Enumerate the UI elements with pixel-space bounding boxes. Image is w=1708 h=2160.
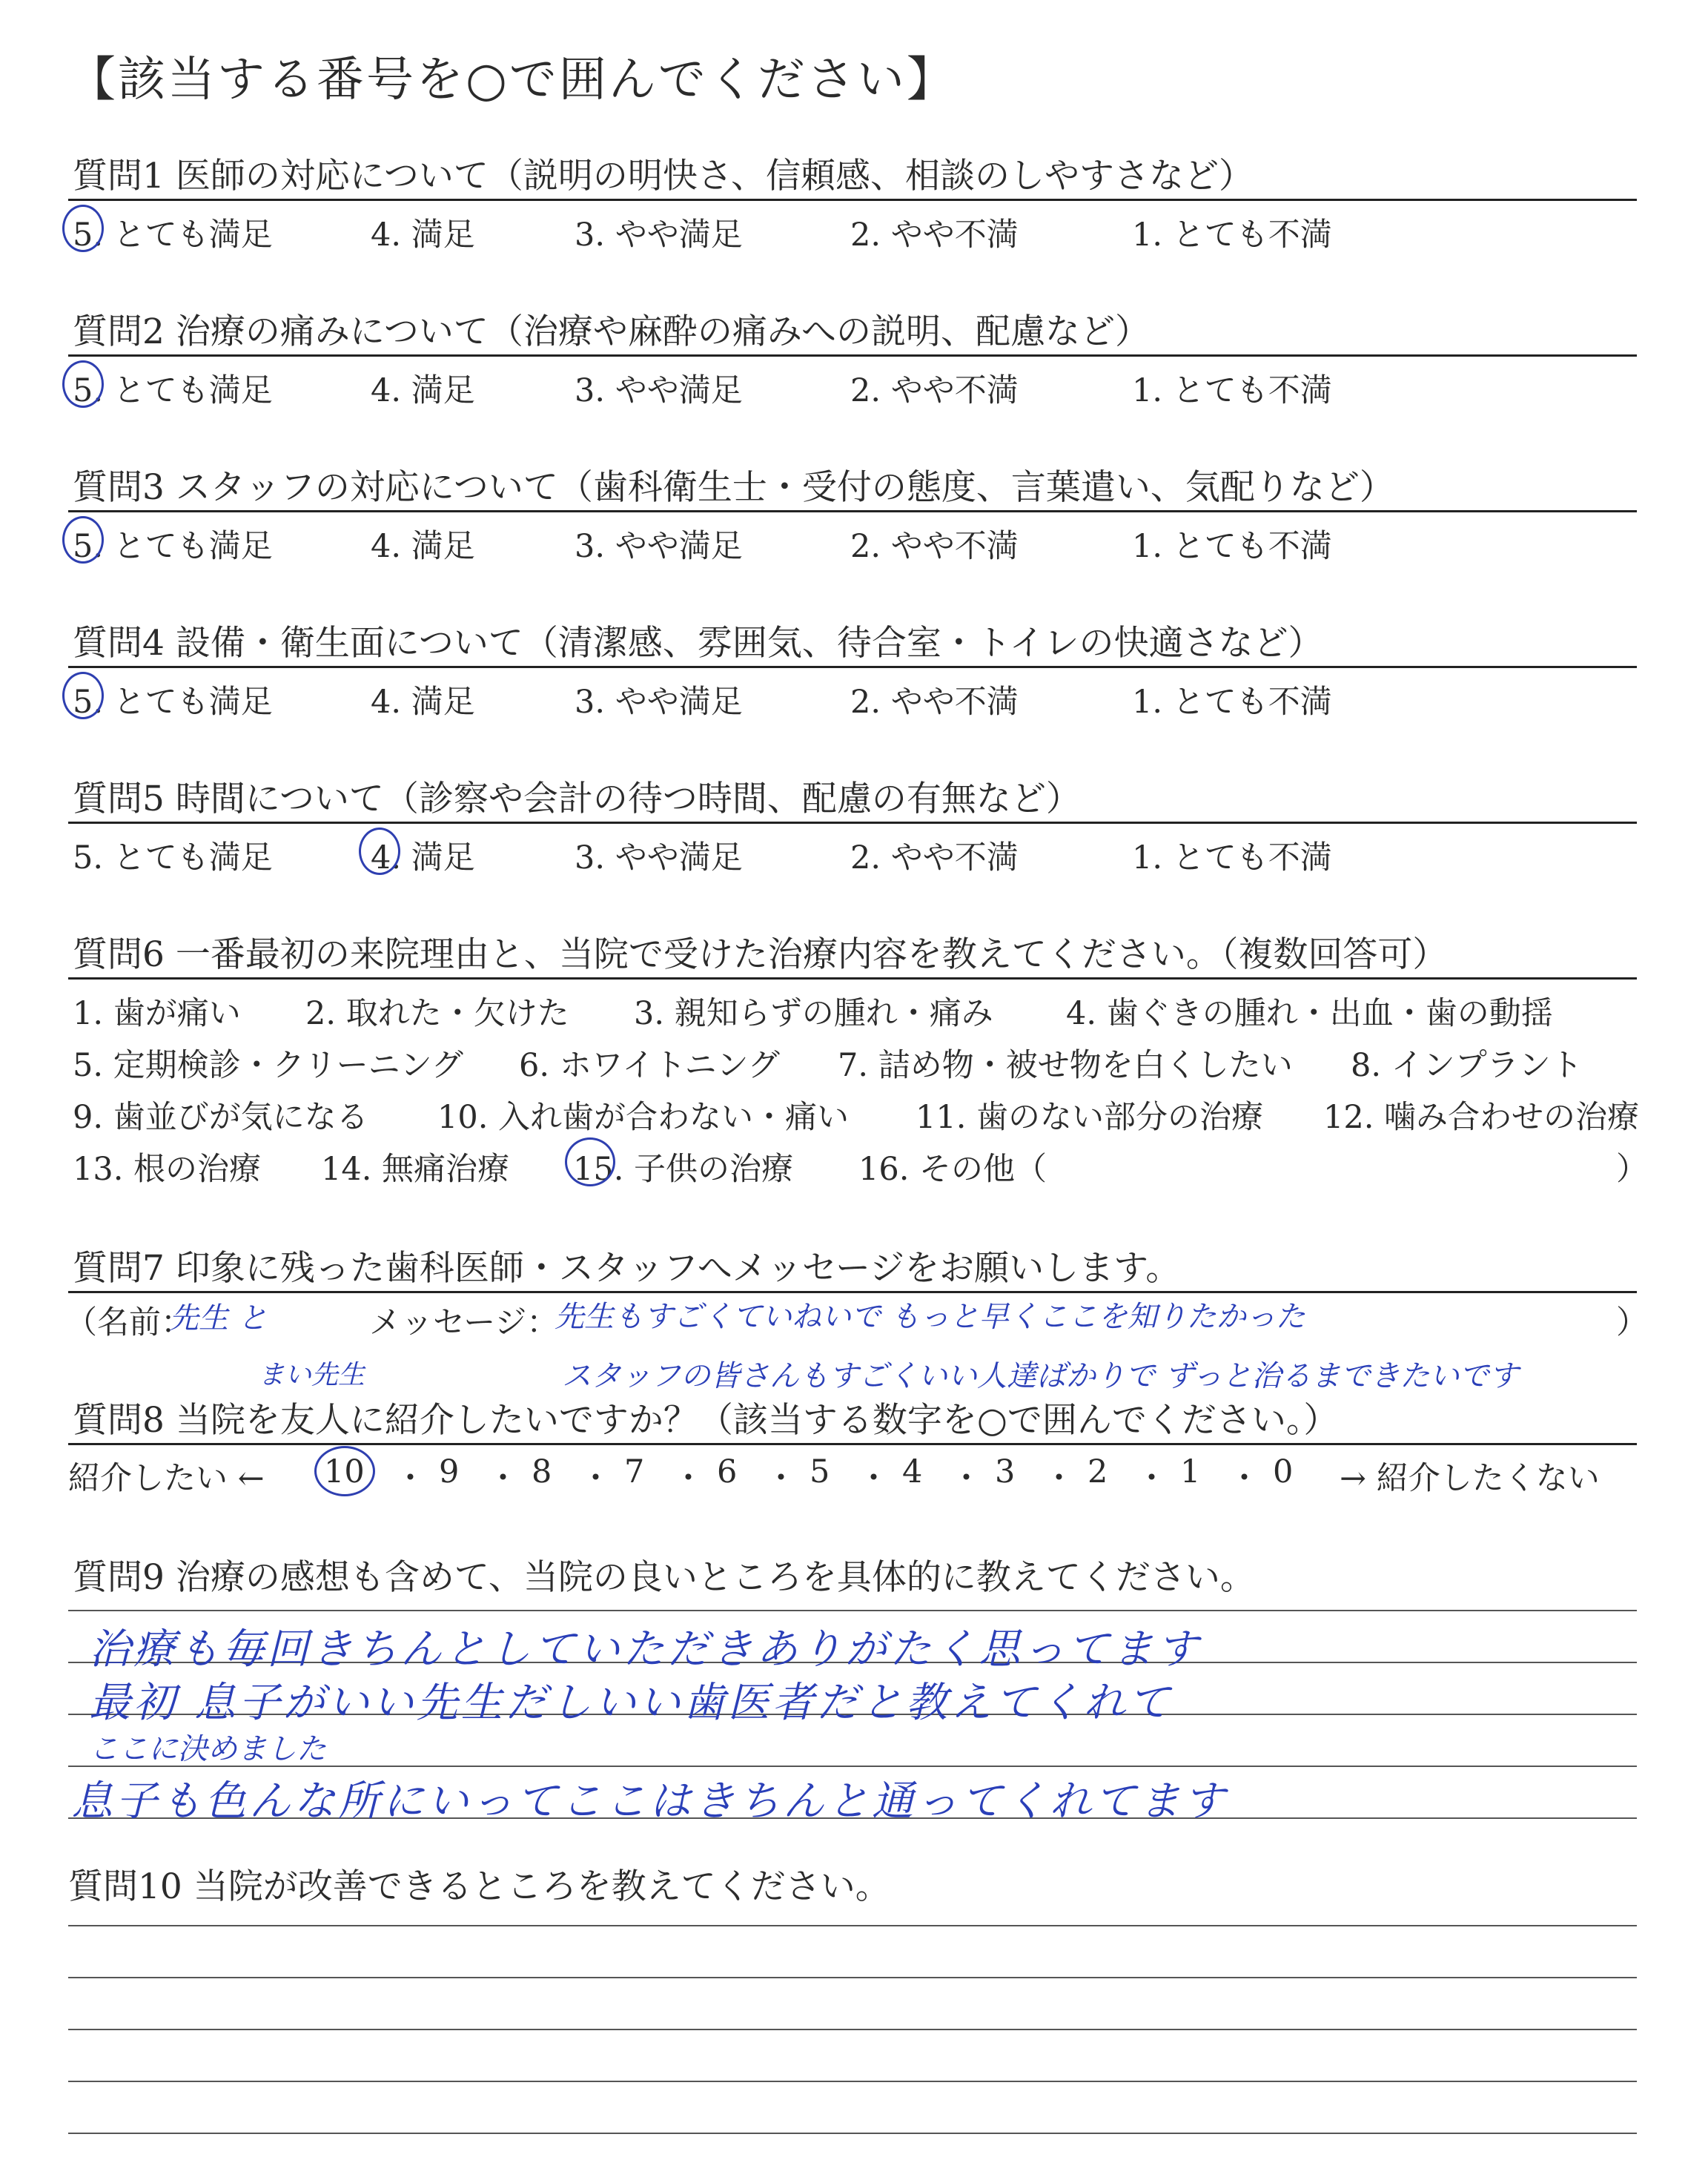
q2-selection-circle [62,360,104,408]
q10-answer-rule [68,1925,1637,1926]
q8-scale-dot: ・ [765,1460,797,1497]
q4-option-3[interactable]: 3. やや満足 [575,684,743,721]
q6-title: 質問6 一番最初の来院理由と、当院で受けた治療内容を教えてください。（複数回答可） [73,934,1448,975]
q9-answer-line-2: 最初 息子がいい先生だしいい歯医者だと教えてくれて [89,1679,1173,1727]
q9-answer-line-1: 治療も毎回きちんとしていただきありがたく思ってます [89,1625,1201,1674]
q7-message-label: メッセージ： [369,1304,559,1341]
q1-option-3[interactable]: 3. やや満足 [575,217,743,254]
q1-option-4[interactable]: 4. 満足 [371,217,475,254]
q8-selection-circle [314,1446,375,1496]
q8-scale-9[interactable]: 9 [439,1453,460,1490]
q8-scale-dot: ・ [580,1460,612,1497]
q5-option-5[interactable]: 5. とても満足 [73,839,273,876]
q8-scale-dot: ・ [1136,1460,1168,1497]
q4-option-4[interactable]: 4. 満足 [371,684,475,721]
q6-option-12[interactable]: 12. 噛み合わせの治療 [1323,1099,1640,1136]
q8-scale-dot: ・ [858,1460,890,1497]
q4-title: 質問4 設備・衛生面について（清潔感、雰囲気、待合室・トイレの快適さなど） [73,623,1323,664]
q2-option-4[interactable]: 4. 満足 [371,372,475,409]
q6-option-8[interactable]: 8. インプラント [1351,1047,1583,1084]
q7-name-label: （名前： [65,1304,193,1341]
q10-answer-rule [68,1977,1637,1978]
q10-answer-rule [68,2081,1637,2082]
q8-scale-6[interactable]: 6 [717,1453,738,1490]
q10-answer-rule [68,2133,1637,2134]
q8-scale-3[interactable]: 3 [995,1453,1016,1490]
q6-option-1[interactable]: 1. 歯が痛い [73,995,241,1032]
q4-option-2[interactable]: 2. やや不満 [850,684,1019,721]
q6-option-9[interactable]: 9. 歯並びが気になる [73,1099,368,1136]
q8-scale-dot: ・ [1043,1460,1075,1497]
q6-option-15[interactable]: 15. 子供の治療 [573,1151,794,1188]
q6-option-2[interactable]: 2. 取れた・欠けた [305,995,569,1032]
q2-rule [68,354,1637,357]
q5-option-4[interactable]: 4. 満足 [371,839,475,876]
q1-option-1[interactable]: 1. とても不満 [1132,217,1332,254]
q6-option-4[interactable]: 4. 歯ぐきの腫れ・出血・歯の動揺 [1066,995,1553,1032]
q8-scale-dot: ・ [487,1460,519,1497]
q3-title: 質問3 スタッフの対応について（歯科衛生士・受付の態度、言葉遣い、気配りなど） [73,467,1394,508]
q2-option-2[interactable]: 2. やや不満 [850,372,1019,409]
q8-left-label: 紹介したい ← [68,1460,265,1497]
q5-title: 質問5 時間について（診察や会計の待つ時間、配慮の有無など） [73,779,1081,819]
q8-scale-dot: ・ [1228,1460,1260,1497]
q8-title: 質問8 当院を友人に紹介したいですか？（該当する数字を○で囲んでください。） [73,1400,1339,1441]
q3-rule [68,510,1637,512]
q3-option-5[interactable]: 5. とても満足 [73,528,273,565]
q7-close-paren: ） [1616,1304,1648,1341]
q6-rule [68,977,1637,980]
q7-handwritten-message-2: スタッフの皆さんもすごくいい人達ばかりで ずっと治るまできたいです [562,1359,1519,1393]
q9-answer-line-3: ここに決めました [89,1732,326,1766]
q3-selection-circle [62,516,104,564]
q8-scale-2[interactable]: 2 [1088,1453,1108,1490]
q3-option-3[interactable]: 3. やや満足 [575,528,743,565]
q8-scale-10[interactable]: 10 [324,1453,365,1490]
q6-option-6[interactable]: 6. ホワイトニング [519,1047,780,1084]
q8-scale-8[interactable]: 8 [532,1453,552,1490]
page-header: 【該当する番号を○で囲んでください】 [68,53,956,108]
q1-rule [68,199,1637,201]
q1-title: 質問1 医師の対応について（説明の明快さ、信頼感、相談のしやすさなど） [73,156,1254,196]
q5-selection-circle [359,828,400,875]
q7-handwritten-message-1: 先生もすごくていねいで もっと早くここを知りたかった [555,1300,1305,1334]
q1-option-5[interactable]: 5. とても満足 [73,217,273,254]
q2-title: 質問2 治療の痛みについて（治療や麻酔の痛みへの説明、配慮など） [73,311,1150,352]
q6-option-5[interactable]: 5. 定期検診・クリーニング [73,1047,463,1084]
q8-rule [68,1443,1637,1445]
q4-rule [68,666,1637,668]
q9-answer-line-4: 息子も色んな所にいってここはきちんと通ってくれてます [71,1777,1228,1826]
q4-option-1[interactable]: 1. とても不満 [1132,684,1332,721]
q1-selection-circle [62,205,104,252]
q7-title: 質問7 印象に残った歯科医師・スタッフへメッセージをお願いします。 [73,1248,1181,1289]
q5-option-2[interactable]: 2. やや不満 [850,839,1019,876]
q6-option-10[interactable]: 10. 入れ歯が合わない・痛い [437,1099,850,1136]
q9-title: 質問9 治療の感想も含めて、当院の良いところを具体的に教えてください。 [73,1557,1255,1598]
q5-option-1[interactable]: 1. とても不満 [1132,839,1332,876]
q7-handwritten-name-1: 先生 と [169,1301,268,1335]
q3-option-4[interactable]: 4. 満足 [371,528,475,565]
q6-option-13[interactable]: 13. 根の治療 [73,1151,262,1188]
q8-scale-dot: ・ [672,1460,704,1497]
q8-scale-0[interactable]: 0 [1273,1453,1294,1490]
q4-selection-circle [62,672,104,719]
q5-option-3[interactable]: 3. やや満足 [575,839,743,876]
q5-rule [68,822,1637,824]
q6-option-14[interactable]: 14. 無痛治療 [321,1151,510,1188]
q8-scale-5[interactable]: 5 [810,1453,830,1490]
q2-option-3[interactable]: 3. やや満足 [575,372,743,409]
q10-title: 質問10 当院が改善できるところを教えてください。 [68,1866,890,1907]
q6-option-3[interactable]: 3. 親知らずの腫れ・痛み [634,995,993,1032]
q8-scale-4[interactable]: 4 [902,1453,923,1490]
q6-close-paren: ） [1616,1151,1648,1188]
q1-option-2[interactable]: 2. やや不満 [850,217,1019,254]
q8-scale-dot: ・ [394,1460,426,1497]
q6-option-16[interactable]: 16. その他（ [858,1151,1047,1188]
q3-option-2[interactable]: 2. やや不満 [850,528,1019,565]
q9-answer-rule [68,1610,1637,1611]
q8-scale-7[interactable]: 7 [624,1453,645,1490]
q7-handwritten-name-2: まい先生 [258,1360,365,1390]
q6-option-7[interactable]: 7. 詰め物・被せ物を白くしたい [838,1047,1293,1084]
q2-option-5[interactable]: 5. とても満足 [73,372,273,409]
q2-option-1[interactable]: 1. とても不満 [1132,372,1332,409]
q6-option-11[interactable]: 11. 歯のない部分の治療 [916,1099,1264,1136]
q3-option-1[interactable]: 1. とても不満 [1132,528,1332,565]
q10-answer-rule [68,2029,1637,2030]
q8-scale-1[interactable]: 1 [1180,1453,1201,1490]
q8-scale-dot: ・ [950,1460,982,1497]
q8-right-label: → 紹介したくない [1340,1460,1600,1497]
q4-option-5[interactable]: 5. とても満足 [73,684,273,721]
q6-selection-circle [565,1137,615,1186]
